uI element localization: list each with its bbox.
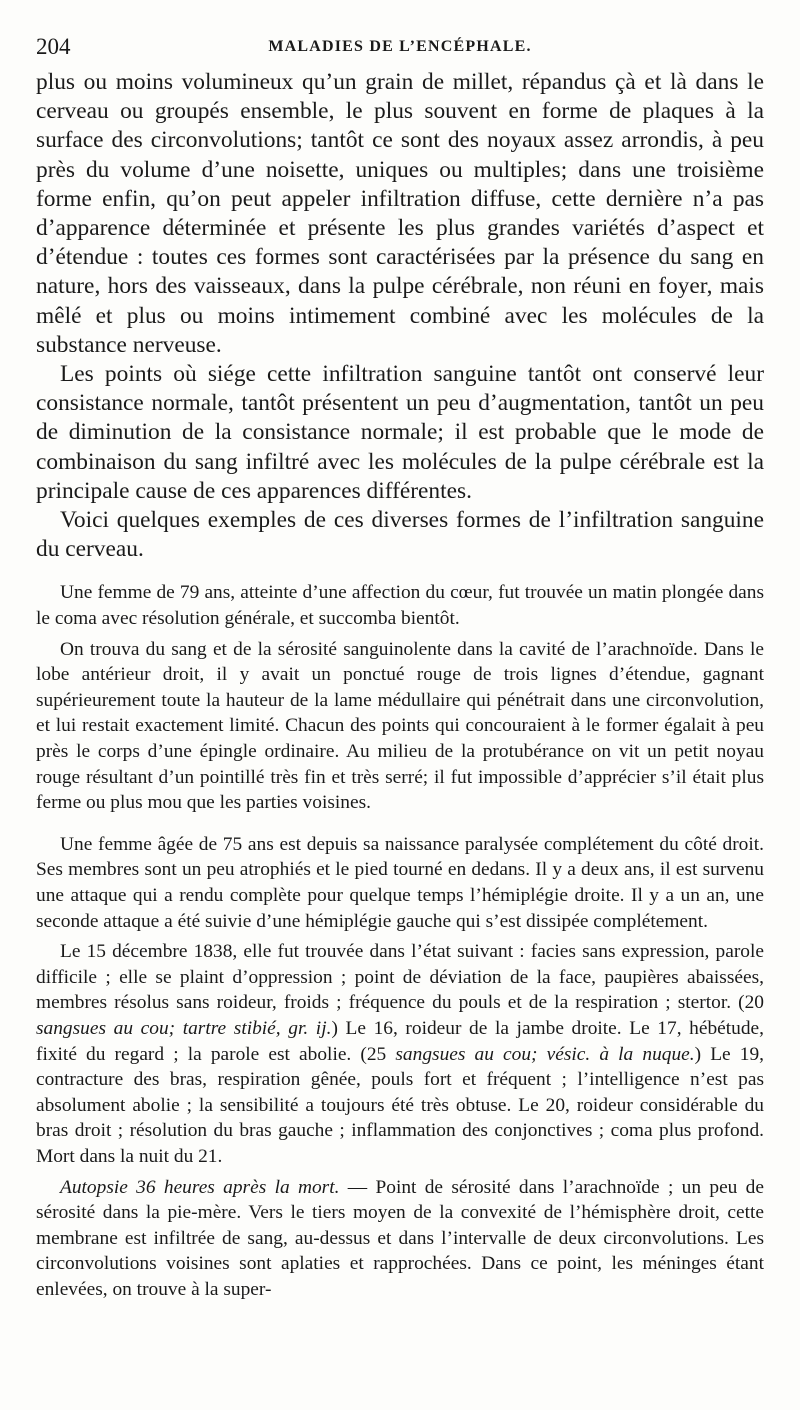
page-number: 204	[36, 34, 71, 59]
case-paragraph: On trouva du sang et de la sérosité sanguinolente dans la cavité de l’arachnoïde. Dans le lobe antérieur droit, il y avait un ponctué rouge de trois lignes d’étendue, gagnant supérieurement toute la hauteur de la lame médullaire qui pénétrait dans une circonvolution, et lui restait exactement limité. Chacun des points qui concouraient à le former égalait à peu près le corps d’une épingle ordinaire. Au milieu de la protubérance on vit un petit noyau rouge résultant d’un pointillé très fin et très serré; il fut impossible d’apprécier s’il était plus ferme ou plus mou que les parties voisines.	[36, 638, 764, 814]
case-paragraph	[36, 1175, 764, 1303]
text-run: ) Le 19, contracture des bras, respiration gênée, pouls fort et fréquent ; l’intelligence n’est pas absolument abolie ; la sensibilité a toujours été très obtuse. Le 20, roideur considérable du bras droit ; résolution du bras gauche ; inflammation des conjonctives ; coma plus profond. Mort dans la nuit du 21.	[36, 1043, 765, 1167]
case-paragraph	[36, 939, 764, 1169]
paragraph: Les points où siége cette infiltration sanguine tantôt ont conservé leur consistance normale, tantôt présentent un peu d’augmentation, tantôt un peu de diminution de la consistance normale; il est probable que le mode de combinaison du sang infiltré avec les molécules de la pulpe cérébrale est la principale cause de ces apparences différentes.	[36, 361, 764, 504]
case-paragraph: Une femme âgée de 75 ans est depuis sa naissance paralysée complétement du côté droit. Ses membres sont un peu atrophiés et le pied tourné en dedans. Il y a deux ans, il est survenu une attaque qui a rendu complète pour quelque temps l’hémiplégie droite. Il y a un an, une seconde attaque a été suivie d’une hémiplégie gauche qui s’est dissipée complétement.	[36, 833, 764, 932]
italic-prescription: sangsues au cou; tartre stibié, gr. ij.	[36, 1017, 332, 1039]
paragraph-continuation: plus ou moins volumineux qu’un grain de millet, répandus çà et là dans le cerveau ou groupés ensemble, le plus souvent en forme de plaques à la surface des circonvolutions; tantôt ce sont des noyaux assez arrondis, à peu près du volume d’une noisette, uniques ou multiples; dans une troisième forme enfin, qu’on peut appeler infiltration diffuse, cette dernière n’a pas d’apparence déterminée et présente les plus grandes variétés d’aspect et d’étendue : toutes ces formes sont caractérisées par la présence du sang en nature, hors des vaisseaux, dans la pulpe cérébrale, non réuni en foyer, mais mêlé et plus ou moins intimement combiné avec les molécules de la substance nerveuse.	[36, 69, 764, 358]
autopsy-heading: Autopsie 36 heures après la mort.	[60, 1176, 340, 1198]
body-text	[36, 68, 764, 1302]
text-run: Le 15 décembre 1838, elle fut trouvée dans l’état suivant : facies sans expression, parole difficile ; elle se plaint d’oppression ; point de déviation de la face, paupières abaissées, membres résolus sans roideur, froids ; fréquence du pouls et de la respiration ; stertor. (20	[36, 941, 764, 1014]
paragraph: Voici quelques exemples de ces diverses formes de l’infiltration sanguine du cerveau.	[36, 507, 764, 563]
text-run: — Point de sérosité dans l’arachnoïde ; un peu de sérosité dans la pie-mère. Vers le tiers moyen de la convexité de l’hémisphère droit, cette membrane est infiltrée de sang, au-dessus et dans l’intervalle de deux circonvolutions. Les circonvolutions voisines sont aplaties et rapprochées. Dans ce point, les méninges étant enlevées, on trouve à la super-	[36, 1176, 764, 1300]
case-paragraph: Une femme de 79 ans, atteinte d’une affection du cœur, fut trouvée un matin plongée dans le coma avec résolution générale, et succomba bientôt.	[36, 582, 764, 630]
case-reports	[36, 580, 764, 1302]
main-discussion	[36, 68, 764, 564]
text-run: ) Le 16, roideur de la jambe droite. Le 17, hébétude, fixité du regard ; la parole est abolie. (25	[36, 1017, 764, 1065]
page-header	[36, 34, 764, 62]
running-title: MALADIES DE L’ENCÉPHALE.	[268, 38, 532, 55]
italic-prescription: sangsues au cou; vésic. à la nuque.	[395, 1043, 695, 1065]
